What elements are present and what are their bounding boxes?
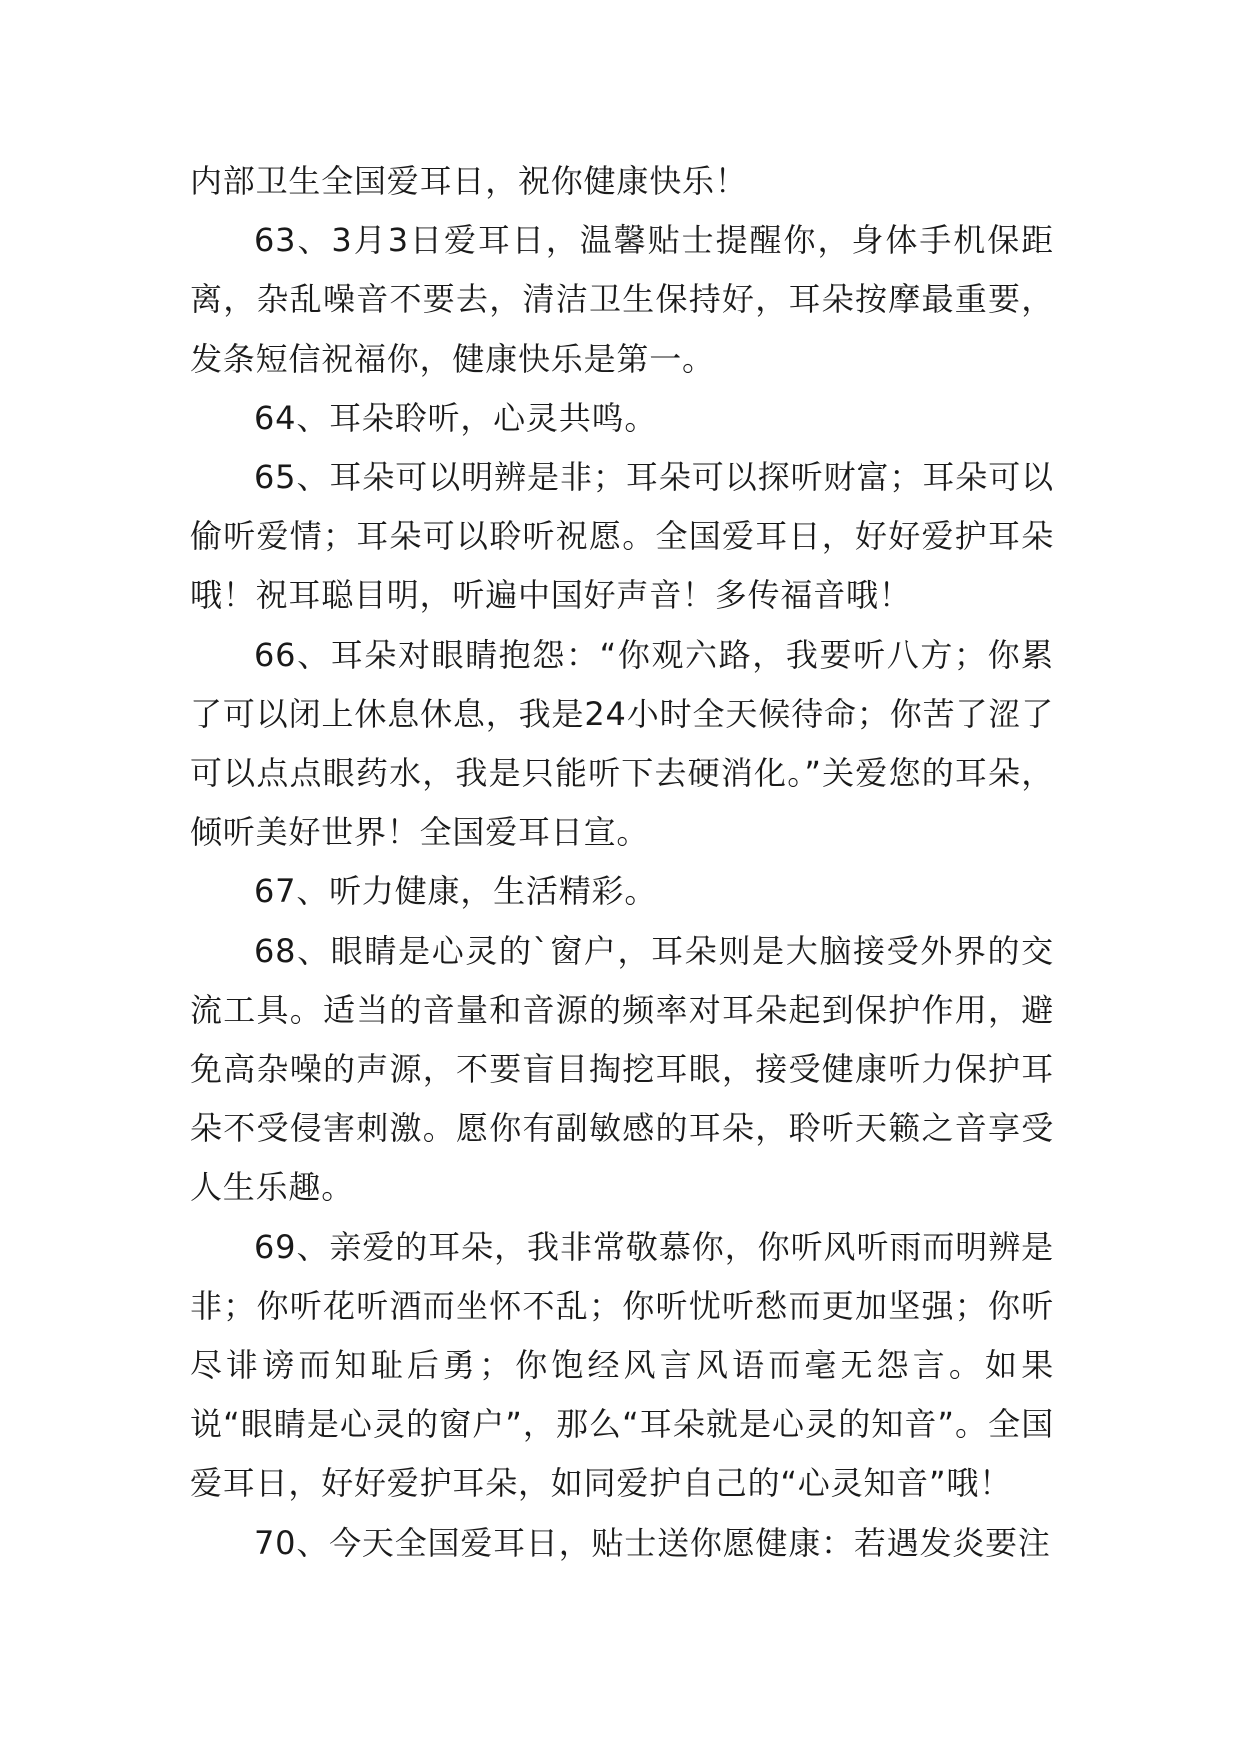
paragraph-66: 66、耳朵对眼睛抱怨：“你观六路，我要听八方；你累了可以闭上休息休息，我是24小时全天候待命；你苦了涩了可以点点眼药水，我是只能听下去硬消化。”关爱您的耳朵，倾听美好世界！全国爱耳日宣。 bbox=[190, 635, 1054, 852]
body-text bbox=[190, 152, 1054, 1573]
paragraph-64: 64、耳朵聆听，心灵共鸣。 bbox=[254, 398, 658, 437]
paragraph-63: 63、3月3日爱耳日，温馨贴士提醒你，身体手机保距离，杂乱噪音不要去，清洁卫生保持好，耳朵按摩最重要，发条短信祝福你，健康快乐是第一。 bbox=[190, 221, 1054, 378]
paragraph-continuation: 内部卫生全国爱耳日，祝你健康快乐！ bbox=[190, 162, 748, 200]
paragraph-70: 70、今天全国爱耳日，贴士送你愿健康：若遇发炎要注 bbox=[254, 1523, 1051, 1562]
paragraph-69: 69、亲爱的耳朵，我非常敬慕你，你听风听雨而明辨是非；你听花听酒而坐怀不乱；你听忧听愁而更加坚强；你听尽诽谤而知耻后勇；你饱经风言风语而毫无怨言。如果说“眼睛是心灵的窗户”，那么“耳朵就是心灵的知音”。全国爱耳日，好好爱护耳朵，如同爱护自己的“心灵知音”哦！ bbox=[190, 1227, 1054, 1503]
paragraph-67: 67、听力健康，生活精彩。 bbox=[254, 872, 658, 911]
paragraph-65: 65、耳朵可以明辨是非；耳朵可以探听财富；耳朵可以偷听爱情；耳朵可以聆听祝愿。全国爱耳日，好好爱护耳朵哦！祝耳聪目明，听遍中国好声音！多传福音哦！ bbox=[190, 458, 1054, 615]
paragraph-68: 68、眼睛是心灵的`窗户，耳朵则是大脑接受外界的交流工具。适当的音量和音源的频率对耳朵起到保护作用，避免高杂噪的声源，不要盲目掏挖耳眼，接受健康听力保护耳朵不受侵害刺激。愿你有副敏感的耳朵，聆听天籁之音享受人生乐趣。 bbox=[190, 931, 1054, 1207]
